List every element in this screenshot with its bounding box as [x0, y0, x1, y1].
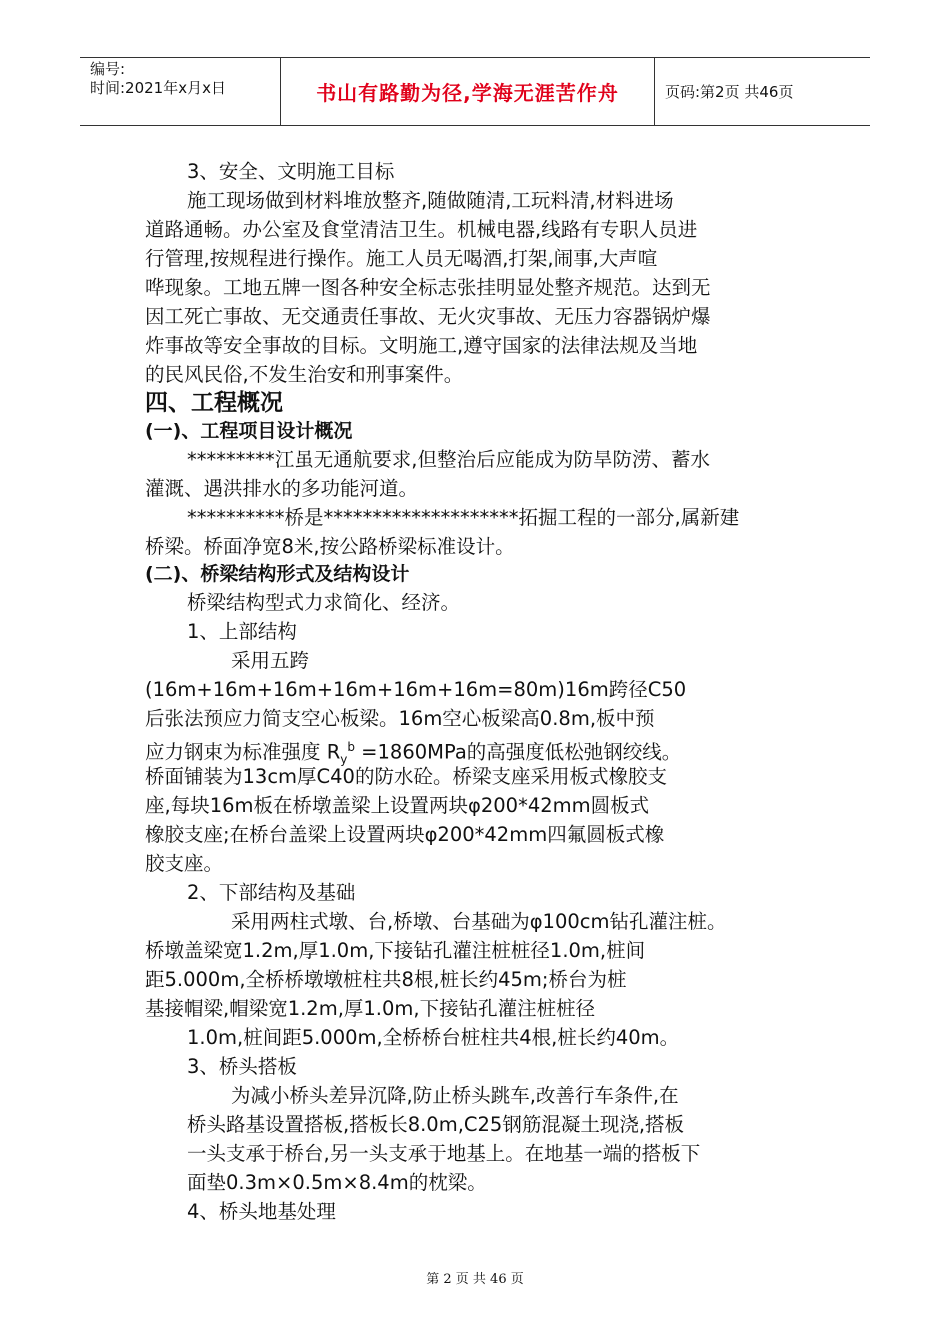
subheading-approach-slab: 3、桥头搭板	[187, 1055, 297, 1078]
subheading-foundation-treatment: 4、桥头地基处理	[187, 1200, 336, 1223]
header-motto: 书山有路勤为径,学海无涯苦作舟	[281, 58, 655, 125]
paragraph-line	[145, 733, 815, 767]
paragraph-line: **********桥是********************拓掘工程的一部分,属新建	[187, 506, 740, 529]
text-span: 应力钢束为标准强度 R	[145, 740, 341, 764]
superscript: b	[347, 740, 355, 754]
heading-project-overview: 四、工程概况	[145, 390, 283, 416]
paragraph-line: 施工现场做到材料堆放整齐,随做随清,工玩料清,材料进场	[187, 189, 674, 212]
heading-bridge-structure: (二)、桥梁结构形式及结构设计	[145, 563, 410, 585]
paragraph-line: (16m+16m+16m+16m+16m+16m=80m)16m跨径C50	[145, 678, 687, 701]
page-header	[80, 57, 870, 126]
heading-design-overview: (一)、工程项目设计概况	[145, 420, 353, 442]
paragraph-line: 的民风民俗,不发生治安和刑事案件。	[145, 363, 464, 386]
paragraph-line: 座,每块16m板在桥墩盖梁上设置两块φ200*42mm圆板式	[145, 794, 650, 817]
number-label: 编号:	[90, 60, 126, 78]
paragraph-line: 道路通畅。办公室及食堂清洁卫生。机械电器,线路有专职人员进	[145, 218, 698, 241]
paragraph-line: 1.0m,桩间距5.000m,全桥桥台桩柱共4根,桩长约40m。	[187, 1026, 680, 1049]
paragraph-line: 桥头路基设置搭板,搭板长8.0m,C25钢筋混凝土现浇,搭板	[187, 1113, 685, 1136]
paragraph-line: 采用两柱式墩、台,桥墩、台基础为φ100cm钻孔灌注桩。	[231, 910, 727, 933]
header-page-info: 页码:第2页 共46页	[665, 83, 794, 101]
section-3-title: 3、安全、文明施工目标	[187, 160, 395, 183]
paragraph-line: 桥梁结构型式力求简化、经济。	[187, 591, 461, 614]
paragraph-line: 采用五跨	[231, 649, 310, 672]
document-body	[145, 157, 815, 1226]
paragraph-line: 哗现象。工地五牌一图各种安全标志张挂明显处整齐规范。达到无	[145, 276, 711, 299]
paragraph-line: 灌溉、遇洪排水的多功能河道。	[145, 477, 419, 500]
paragraph-line: 因工死亡事故、无交通责任事故、无火灾事故、无压力容器锅炉爆	[145, 305, 711, 328]
subscript: y	[340, 752, 348, 767]
paragraph-line: 橡胶支座;在桥台盖梁上设置两块φ200*42mm四氟圆板式橡	[145, 823, 665, 846]
subheading-substructure: 2、下部结构及基础	[187, 881, 356, 904]
text-span: =1860MPa的高强度低松弛钢绞线。	[354, 740, 682, 764]
paragraph-line: *********江虽无通航要求,但整治后应能成为防旱防涝、蓄水	[187, 448, 710, 471]
subheading-superstructure: 1、上部结构	[187, 620, 297, 643]
paragraph-line: 为减小桥头差异沉降,防止桥头跳车,改善行车条件,在	[231, 1084, 679, 1107]
paragraph-line: 后张法预应力简支空心板梁。16m空心板梁高0.8m,板中预	[145, 707, 655, 730]
paragraph-line: 一头支承于桥台,另一头支承于地基上。在地基一端的搭板下	[187, 1142, 701, 1165]
paragraph-line: 基接帽梁,帽梁宽1.2m,厚1.0m,下接钻孔灌注桩桩径	[145, 997, 596, 1020]
paragraph-line: 胶支座。	[145, 852, 224, 875]
page-footer: 第 2 页 共 46 页	[426, 1272, 524, 1287]
paragraph-line: 桥墩盖梁宽1.2m,厚1.0m,下接钻孔灌注桩桩径1.0m,桩间	[145, 939, 646, 962]
paragraph-line: 面垫0.3m×0.5m×8.4m的枕梁。	[187, 1171, 487, 1194]
paragraph-line: 桥面铺装为13cm厚C40的防水砼。桥梁支座采用板式橡胶支	[145, 765, 667, 788]
header-meta	[80, 58, 281, 125]
paragraph-line: 炸事故等安全事故的目标。文明施工,遵守国家的法律法规及当地	[145, 334, 698, 357]
paragraph-line: 行管理,按规程进行操作。施工人员无喝酒,打架,闹事,大声喧	[145, 247, 658, 270]
paragraph-line: 距5.000m,全桥桥墩墩桩柱共8根,桩长约45m;桥台为桩	[145, 968, 627, 991]
paragraph-line: 桥梁。桥面净宽8米,按公路桥梁标准设计。	[145, 535, 515, 558]
time-label: 时间:2021年x月x日	[90, 79, 226, 97]
